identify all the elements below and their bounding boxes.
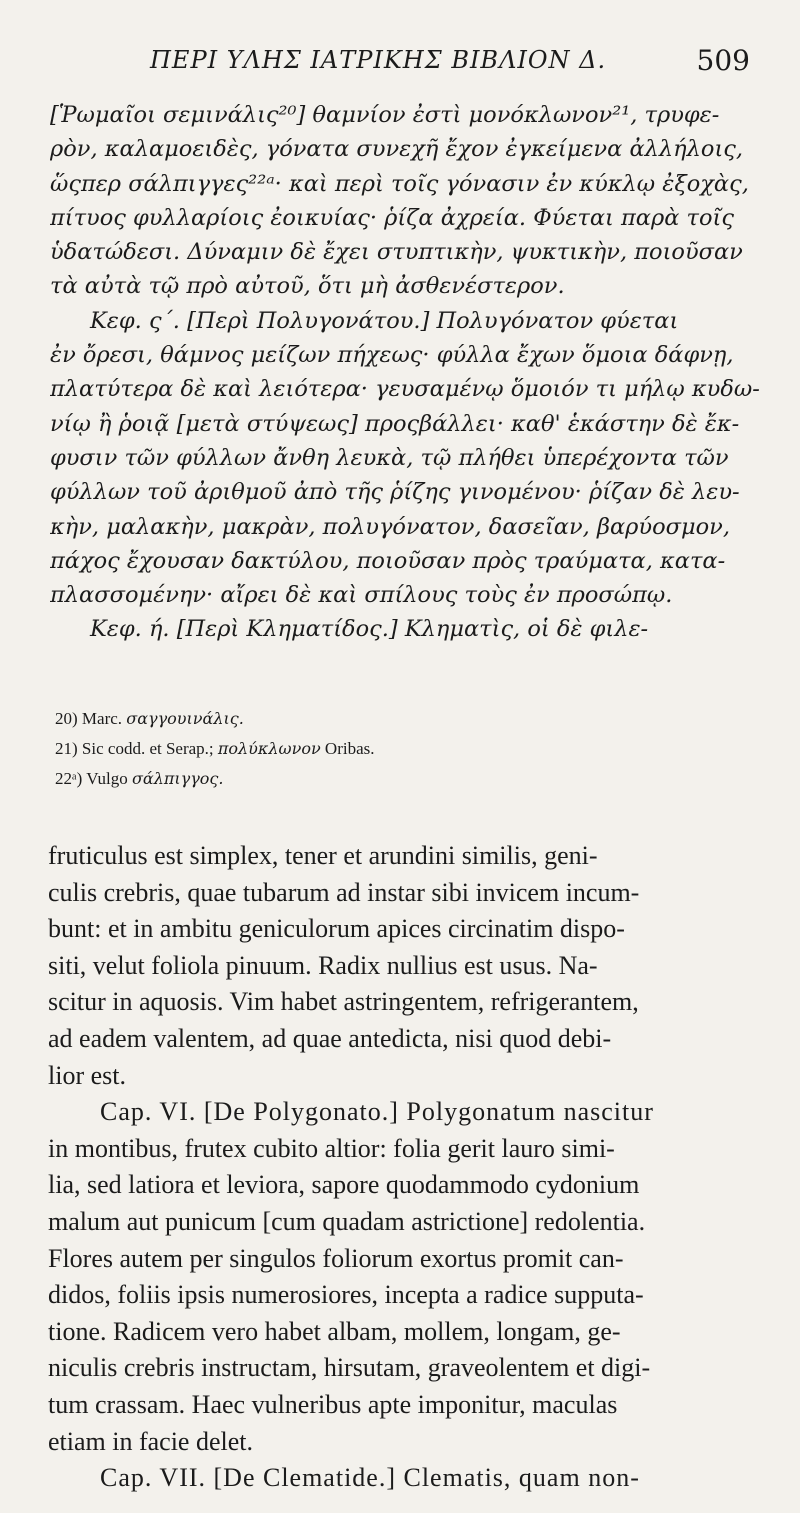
greek-line: πλασσομένην· αἴρει δὲ καὶ σπίλους τοὺς ἐν προσώπῳ. [50,582,673,609]
greek-line: φυσιν τῶν φύλλων ἄνθη λευκὰ, τῷ πλήθει ὑπερέχοντα τῶν [50,444,729,471]
greek-line: ἐν ὄρεσι, θάμνος μείζων πήχεως· φύλλα ἔχων ὅμοια δάφνῃ, [50,342,734,369]
greek-line: πάχος ἔχουσαν δακτύλου, ποιοῦσαν πρὸς τραύματα, κατα- [50,547,726,574]
greek-line: Κεφ. ή. [Περὶ Κληματίδος.] Κληματὶς, οἱ δὲ φιλε- [90,616,649,643]
greek-line: νίῳ ἢ ῥοιᾷ [μετὰ στύψεως] προςβάλλει· καθ' ἑκάστην δὲ ἔκ- [50,410,740,437]
latin-line: in montibus, frutex cubito altior: folia gerit lauro simi- [48,1133,615,1163]
footnotes [55,704,755,794]
latin-line: fruticulus est simplex, tener et arundini similis, geni- [48,841,598,870]
footnote-number: 21) [55,739,78,758]
latin-line: didos, foliis ipsis numerosiores, incepta a radice supputa- [48,1280,644,1310]
footnote [55,764,755,794]
latin-line: malum aut punicum [cum quadam astrictione] redolentia. [48,1206,646,1236]
footnote-number: 20) [55,709,78,728]
greek-line: ρὸν, καλαμοειδὲς, γόνατα συνεχῆ ἔχον ἐγκείμενα ἀλλήλοις, [50,136,744,163]
latin-line: tione. Radicem vero habet albam, mollem, longam, ge- [48,1316,621,1346]
greek-line: [Ῥωμαῖοι σεμινάλις²⁰] θαμνίον ἐστὶ μονόκλωνον²¹, τρυφε- [50,102,720,128]
greek-line: τὰ αὐτὰ τῷ πρὸ αὐτοῦ, ὅτι μὴ ἀσθενέστερον. [50,273,565,300]
greek-line: κὴν, μαλακὴν, μακρὰν, πολυγόνατον, δασεῖαν, βαρύοσμον, [50,513,730,540]
greek-line: ὥςπερ σάλπιγγες²²ᵃ· καὶ περὶ τοῖς γόνασιν ἐν κύκλῳ ἐξοχὰς, [50,170,749,197]
latin-line: Cap. VI. [De Polygonato.] Polygonatum nascitur [100,1097,654,1127]
running-head: ΠΕΡΙ ΥΛΗΣ ΙΑΤΡΙΚΗΣ ΒΙΒΛΙΟΝ Δ. [150,46,607,74]
greek-line: πλατύτερα δὲ καὶ λειότερα· γευσαμένῳ ὅμοιόν τι μήλῳ κυδω- [50,376,760,403]
latin-line: lia, sed latiora et leviora, sapore quodammodo cydonium [48,1170,640,1200]
greek-text-block [50,98,768,647]
footnote-greek: σάλπιγγος. [132,769,224,788]
greek-line: πίτυος φυλλαρίοις ἐοικυίας· ῥίζα ἀχρεία. Φύεται παρὰ τοῖς [50,204,734,231]
latin-line: Flores autem per singulos foliorum exortus promit can- [48,1243,624,1273]
latin-line: etiam in facie delet. [48,1426,254,1456]
latin-line: niculis crebris instructam, hirsutam, graveolentem et digi- [48,1353,651,1383]
footnote-text: Sic codd. et Serap.; [81,739,214,758]
latin-line: tum crassam. Haec vulneribus apte imponitur, maculas [48,1389,618,1419]
footnote [55,704,755,734]
latin-text-block [48,838,768,1497]
footnote-text: Vulgo [86,769,128,788]
latin-line: ad eadem valentem, ad quae antedicta, nisi quod debi- [48,1023,612,1053]
footnote-text: Marc. [81,709,123,728]
page-number: 509 [696,44,750,77]
latin-line: scitur in aquosis. Vim habet astringentem, refrigerantem, [48,987,639,1017]
latin-line: Cap. VII. [De Clematide.] Clematis, quam non- [100,1463,640,1493]
greek-line: φύλλων τοῦ ἀριθμοῦ ἀπὸ τῆς ῥίζης γινομένου· ῥίζαν δὲ λευ- [50,479,740,506]
page-header [0,44,800,84]
greek-line: ὑδατώδεσι. Δύναμιν δὲ ἔχει στυπτικὴν, ψυκτικὴν, ποιοῦσαν [50,239,743,266]
footnote-greek: πολύκλωνον [217,739,321,758]
footnote-after: Oribas. [324,739,375,758]
greek-line: Κεφ. ς΄. [Περὶ Πολυγονάτου.] Πολυγόνατον φύεται [90,307,679,334]
latin-line: lior est. [48,1060,126,1090]
footnote-greek: σαγγουινάλις. [126,709,244,728]
latin-line: culis crebris, quae tubarum ad instar sibi invicem incum- [48,877,640,907]
footnote-number: 22ᵃ) [55,769,83,788]
footnote [55,734,755,764]
latin-line: bunt: et in ambitu geniculorum apices circinatim dispo- [48,914,625,944]
latin-line: siti, velut foliola pinuum. Radix nullius est usus. Na- [48,950,598,980]
